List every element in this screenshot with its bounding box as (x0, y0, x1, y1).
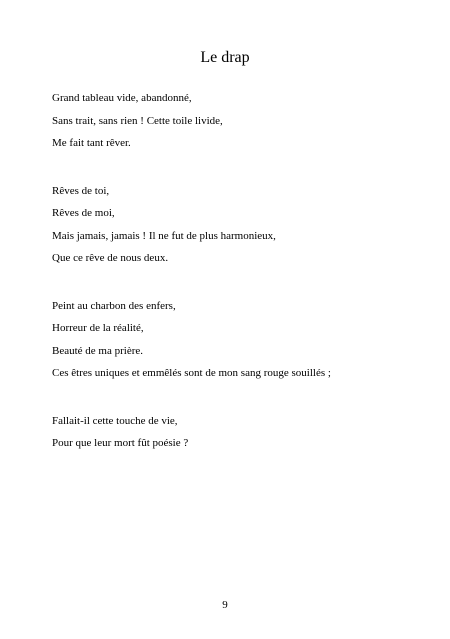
page-number: 9 (222, 599, 228, 611)
poem-line: Grand tableau vide, abandonné, (52, 92, 192, 104)
poem-line: Fallait-il cette touche de vie, (52, 414, 178, 427)
poem-line: Me fait tant rêver. (52, 137, 131, 149)
poem-line: Horreur de la réalité, (52, 322, 144, 334)
stanza-3 (52, 295, 442, 385)
stanza-1 (52, 87, 442, 155)
poem-line: Sans trait, sans rien ! Cette toile livide, (52, 114, 223, 127)
poem-line: Mais jamais, jamais ! Il ne fut de plus harmonieux, (52, 229, 276, 242)
poem-line: Ces êtres uniques et emmêlés sont de mon sang rouge souillés ; (52, 367, 331, 379)
poem-line: Rêves de toi, (52, 184, 110, 197)
poem-line: Rêves de moi, (52, 207, 115, 219)
stanza-2 (52, 180, 442, 270)
poem-line: Que ce rêve de nous deux. (52, 252, 169, 264)
stanza-4 (52, 410, 442, 455)
poem-line: Beauté de ma prière. (52, 344, 144, 357)
poem-line: Peint au charbon des enfers, (52, 299, 176, 312)
poem-body (52, 87, 442, 480)
poem-title: Le drap (200, 49, 250, 66)
poem-line: Pour que leur mort fût poésie ? (52, 437, 189, 449)
